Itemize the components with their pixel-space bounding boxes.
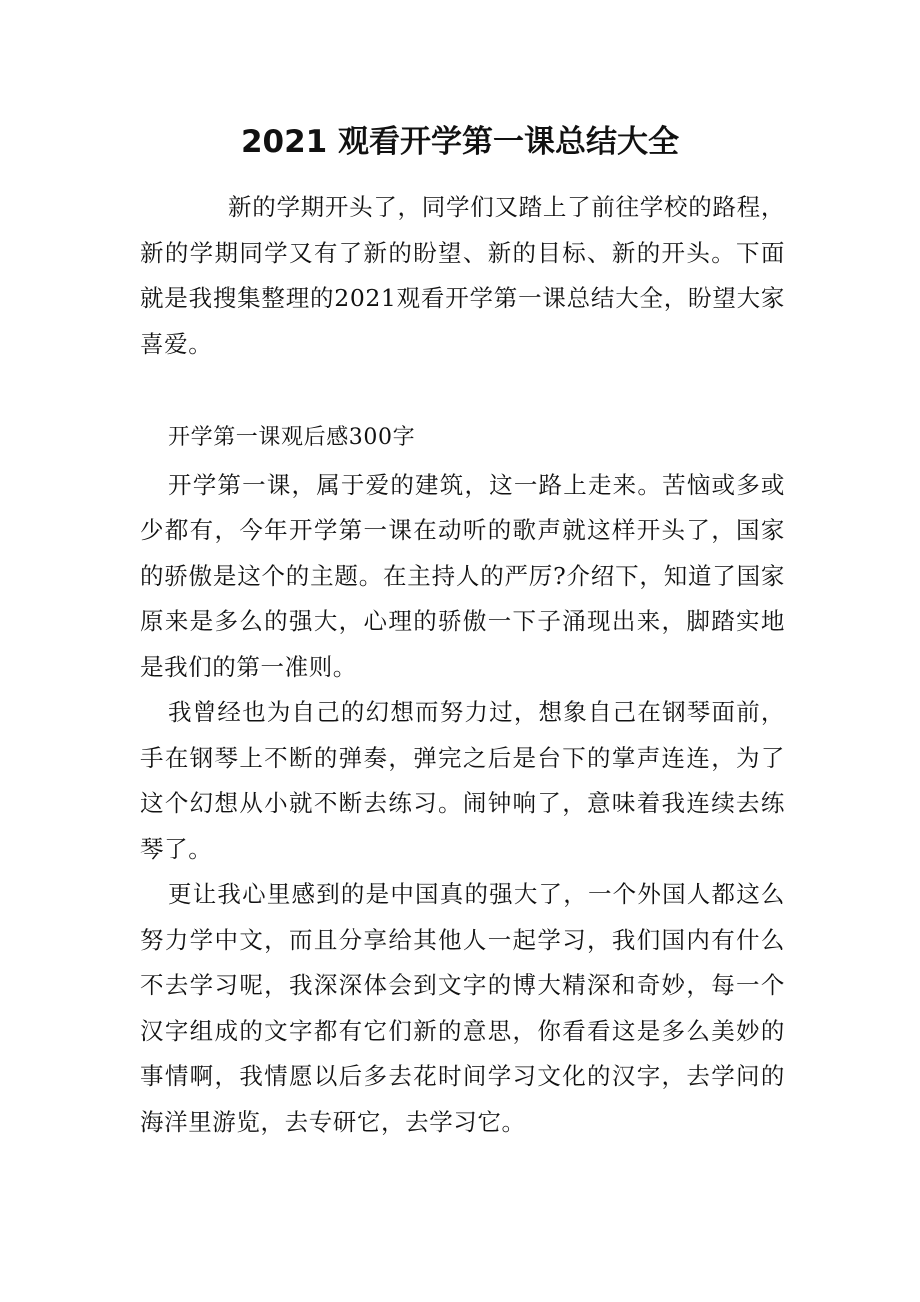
intro-paragraph: 新的学期开头了，同学们又踏上了前往学校的路程，新的学期同学又有了新的盼望、新的目标、新的开头。下面就是我搜集整理的2021观看开学第一课总结大全，盼望大家喜爱。 bbox=[140, 193, 785, 358]
section-heading: 开学第一课观后感300字 bbox=[168, 425, 416, 450]
document-body bbox=[140, 185, 785, 1145]
section-spacer bbox=[140, 367, 785, 415]
body-paragraph-1: 开学第一课，属于爱的建筑，这一路上走来。苦恼或多或少都有，今年开学第一课在动听的歌声就这样开头了，国家的骄傲是这个的主题。在主持人的严厉?介绍下，知道了国家原来是多么的强大，心理的骄傲一下子涌现出来，脚踏实地是我们的第一准则。 bbox=[140, 470, 785, 681]
body-paragraph-2: 我曾经也为自己的幻想而努力过，想象自己在钢琴面前，手在钢琴上不断的弹奏，弹完之后是台下的掌声连连，为了这个幻想从小就不断去练习。闹钟响了，意味着我连续去练琴了。 bbox=[140, 698, 785, 863]
document-title: 2021 观看开学第一课总结大全 bbox=[240, 124, 680, 160]
body-paragraph-3: 更让我心里感到的是中国真的强大了，一个外国人都这么努力学中文，而且分享给其他人一起学习，我们国内有什么不去学习呢，我深深体会到文字的博大精深和奇妙，每一个汉字组成的文字都有它们新的意思，你看看这是多么美妙的事情啊，我情愿以后多去花时间学习文化的汉字，去学问的海洋里游览，去专研它，去学习它。 bbox=[140, 880, 785, 1136]
